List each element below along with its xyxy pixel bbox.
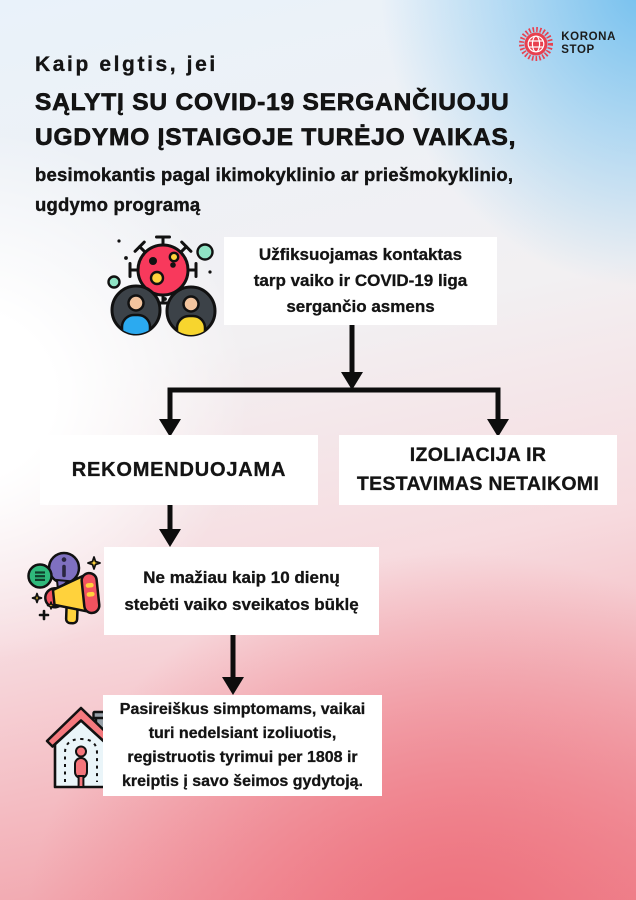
arrow-step1-to-branch <box>341 325 363 390</box>
arrow-step2-to-step3 <box>222 634 244 695</box>
text-line: turi nedelsiant izoliuotis, <box>148 724 337 742</box>
subtitle-line1: besimokantis pagal ikimokyklinio ar priešmokyklinio, <box>35 164 514 185</box>
logo-text-line2: STOP <box>561 44 595 56</box>
text-line: REKOMENDUOJAMA <box>71 458 287 481</box>
text-line: tarp vaiko ir COVID-19 liga <box>253 271 468 290</box>
logo-text-line1: KORONA <box>561 31 616 44</box>
intro-line: Kaip elgtis, jei <box>35 53 218 76</box>
text-line: Ne mažiau kaip 10 dienų <box>143 568 340 587</box>
step3-symptoms-box <box>103 695 382 796</box>
step1-contact-box <box>224 237 497 325</box>
text-line: registruotis tyrimui per 1808 ir <box>127 748 358 766</box>
virus-and-two-children-icon <box>106 231 218 337</box>
speech-bubble-green <box>29 565 52 588</box>
text-line: sergančio asmens <box>286 297 435 316</box>
mint-dot <box>198 245 213 260</box>
step2-monitor-box <box>104 547 379 635</box>
subtitle-line2: ugdymo programą <box>35 194 201 215</box>
text-line: Pasireiškus simptomams, vaikai <box>119 700 366 718</box>
mint-dot <box>109 277 120 288</box>
text-line: IZOLIACIJA IR <box>409 444 547 466</box>
branch-recommended-box <box>40 435 318 505</box>
megaphone-announcement-icon <box>27 547 109 629</box>
arrow-left-to-step2 <box>159 505 181 547</box>
branch-split-line <box>159 390 509 437</box>
text-line: stebėti vaiko sveikatos būklę <box>124 595 359 614</box>
text-line: kreiptis į savo šeimos gydytoją. <box>122 772 363 790</box>
subtitle <box>35 160 605 220</box>
text-line: Užfiksuojamas kontaktas <box>258 245 463 264</box>
branch-no-isolation-box <box>339 435 617 505</box>
main-title-line1: SĄLYTĮ SU COVID-19 SERGANČIUOJU <box>35 89 510 116</box>
child-avatar-blue <box>112 286 160 337</box>
main-title-line2: UGDYMO ĮSTAIGOJE TURĖJO VAIKAS, <box>35 124 517 151</box>
title-block <box>35 53 605 220</box>
child-avatar-yellow <box>167 287 215 337</box>
text-line: TESTAVIMAS NETAIKOMI <box>356 473 600 495</box>
main-title <box>35 85 605 155</box>
